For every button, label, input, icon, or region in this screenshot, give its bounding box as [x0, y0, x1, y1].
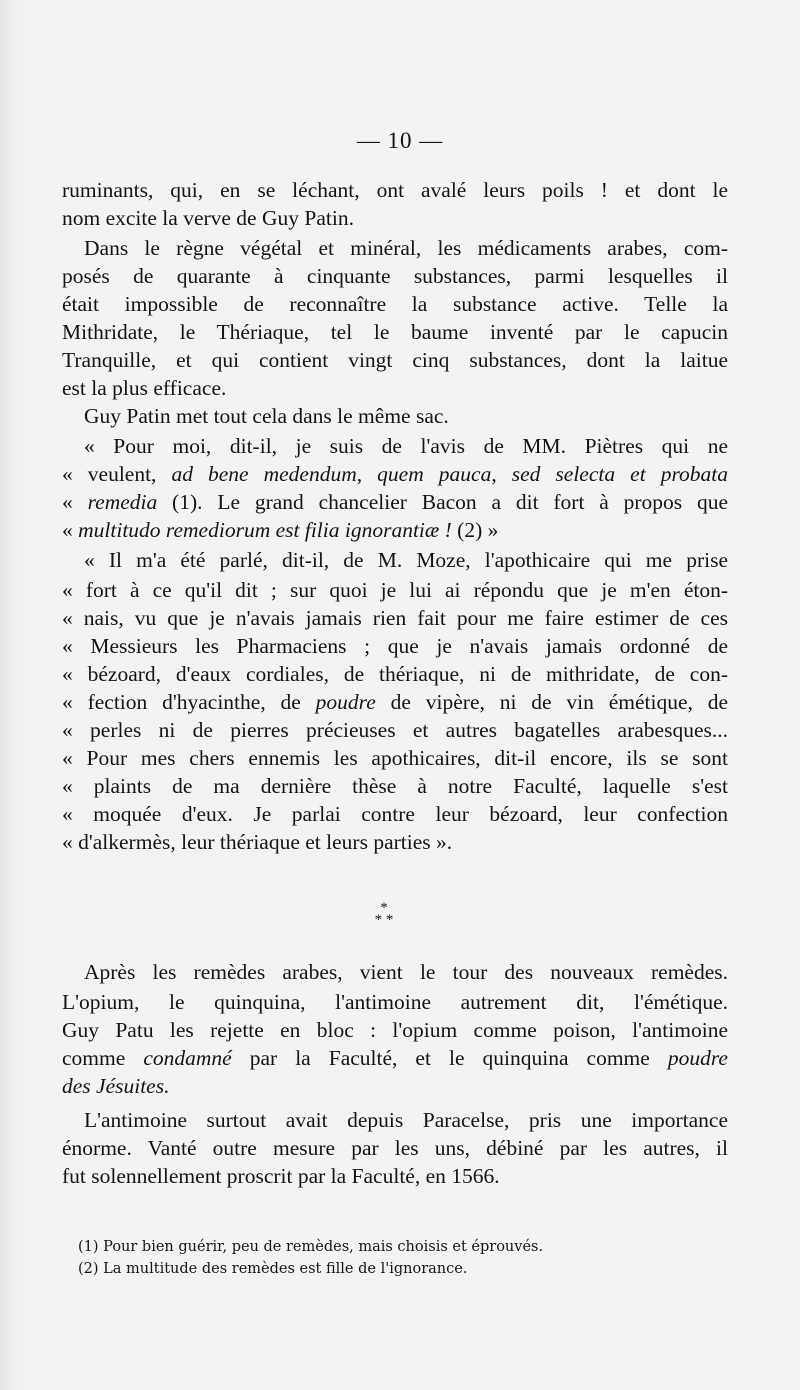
text-line: Tranquille, et qui contient vingt cinq substances, dont la laitue [62, 348, 728, 372]
section-separator [364, 902, 404, 932]
text-line: « nais, vu que je n'avais jamais rien fait pour me faire estimer de ces [62, 606, 728, 630]
text-line: comme condamné par la Faculté, et le quinquina comme poudre [62, 1046, 728, 1070]
footnote-1: (1) Pour bien guérir, peu de remèdes, mais choisis et éprouvés. [78, 1239, 544, 1255]
text-line: Guy Patin met tout cela dans le même sac. [84, 404, 449, 428]
separator-star-top: * [380, 900, 388, 916]
text-line: « perles ni de pierres précieuses et autres bagatelles arabesques... [62, 718, 728, 742]
separator-stars-bottom: * * [374, 912, 394, 928]
text-line: Mithridate, le Thériaque, tel le baume inventé par le capucin [62, 320, 728, 344]
text-line: « plaints de ma dernière thèse à notre Faculté, laquelle s'est [62, 774, 728, 798]
text-line: L'opium, le quinquina, l'antimoine autrement dit, l'émétique. [62, 990, 728, 1014]
text-line: « fort à ce qu'il dit ; sur quoi je lui ai répondu que je m'en éton- [62, 578, 728, 602]
text-line: ruminants, qui, en se léchant, ont avalé leurs poils ! et dont le [62, 178, 728, 202]
text-line: Guy Patu les rejette en bloc : l'opium comme poison, l'antimoine [62, 1018, 728, 1042]
text-line: nom excite la verve de Guy Patin. [62, 206, 354, 230]
text-line: « bézoard, d'eaux cordiales, de thériaque, ni de mithridate, de con- [62, 662, 728, 686]
text-line: des Jésuites. [62, 1074, 170, 1098]
text-line: Dans le règne végétal et minéral, les médicaments arabes, com- [84, 236, 728, 260]
text-line: « Messieurs les Pharmaciens ; que je n'avais jamais ordonné de [62, 634, 728, 658]
text-line: posés de quarante à cinquante substances, parmi lesquelles il [62, 264, 728, 288]
text-line: « fection d'hyacinthe, de poudre de vipère, ni de vin émétique, de [62, 690, 729, 714]
text-line: « remedia (1). Le grand chancelier Bacon a dit fort à propos que [62, 490, 728, 514]
text-line: « Pour mes chers ennemis les apothicaires, dit-il encore, ils se sont [62, 746, 728, 770]
text-line: énorme. Vanté outre mesure par les uns, débiné par les autres, il [62, 1136, 728, 1160]
text-line: est la plus efficace. [62, 376, 227, 400]
text-line: « d'alkermès, leur thériaque et leurs parties ». [62, 830, 453, 854]
text-line: « moquée d'eux. Je parlai contre leur bézoard, leur confection [62, 802, 728, 826]
text-line: L'antimoine surtout avait depuis Paracelse, pris une importance [84, 1108, 728, 1132]
text-line: « Il m'a été parlé, dit-il, de M. Moze, l'apothicaire qui me prise [84, 548, 728, 572]
text-line: Après les remèdes arabes, vient le tour des nouveaux remèdes. [84, 960, 728, 984]
page-number: — 10 — [356, 128, 444, 153]
text-line: « Pour moi, dit-il, je suis de l'avis de MM. Piètres qui ne [84, 434, 728, 458]
text-line: « multitudo remediorum est filia ignorantiæ ! (2) » [62, 518, 499, 542]
text-line: était impossible de reconnaître la substance active. Telle la [62, 292, 728, 316]
footnote-2: (2) La multitude des remèdes est fille de l'ignorance. [78, 1261, 468, 1277]
text-line: fut solennellement proscrit par la Faculté, en 1566. [62, 1164, 500, 1188]
text-line: « veulent, ad bene medendum, quem pauca, sed selecta et probata [62, 462, 728, 486]
